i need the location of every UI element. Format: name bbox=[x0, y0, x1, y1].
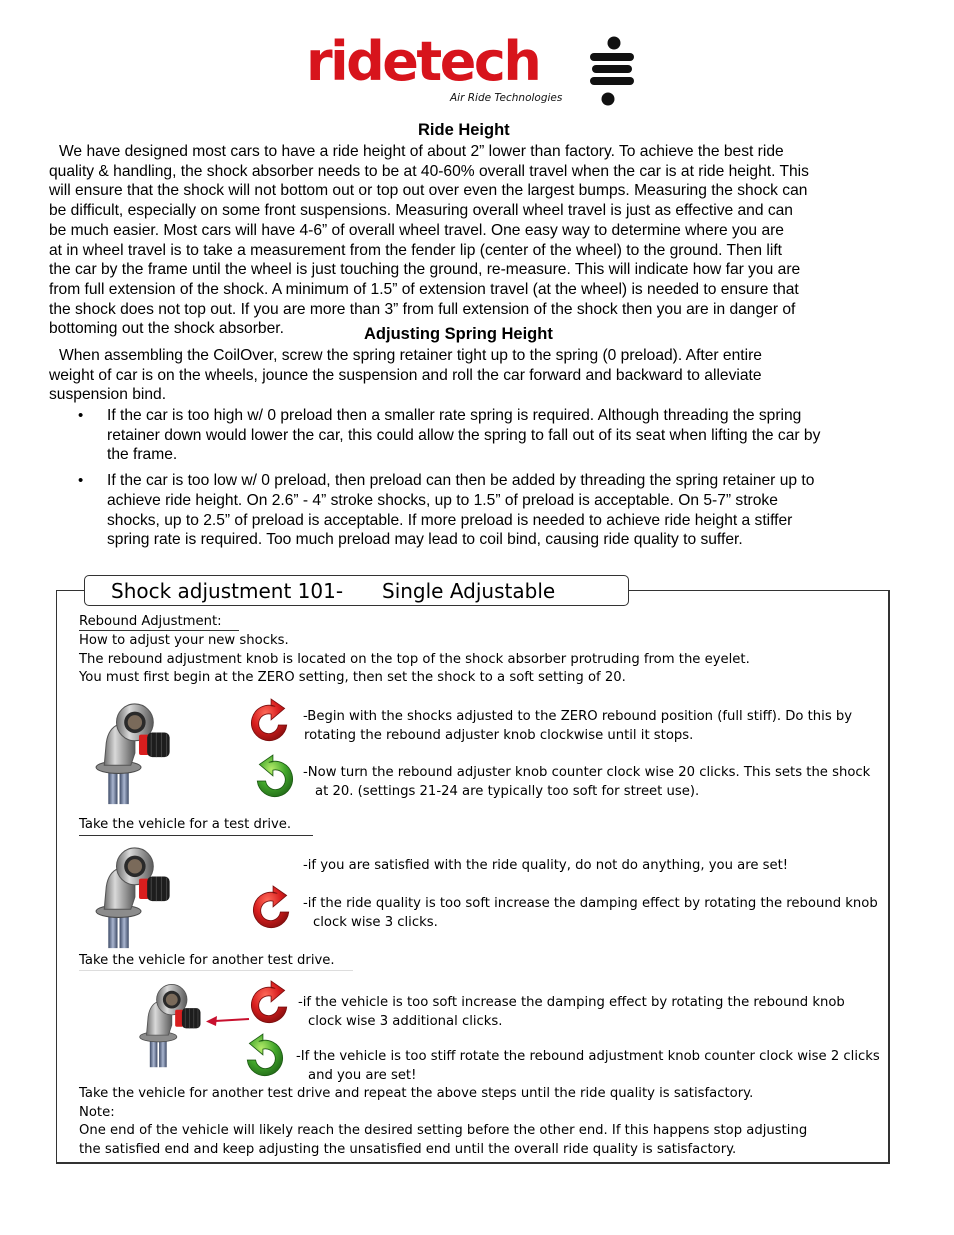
underline bbox=[79, 630, 239, 631]
list-item-line: achieve ride height. On 2.6” - 4” stroke shocks, up to 1.5” of preload is acceptable. On 5-7” stroke bbox=[107, 491, 778, 509]
text-line: -If the vehicle is too stiff rotate the rebound adjustment knob counter clock wise 2 clicks bbox=[296, 1049, 880, 1064]
rebound-heading: Rebound Adjustment: bbox=[79, 614, 222, 629]
list-item-line: retainer down would lower the car, this could allow the spring to fall out of its seat when lifting the car by bbox=[107, 426, 821, 444]
list-item-line: If the car is too high w/ 0 preload then a smaller rate spring is required. Although threading the spring bbox=[107, 407, 802, 424]
paragraph-line: When assembling the CoilOver, screw the spring retainer tight up to the spring (0 preload). After entire bbox=[59, 347, 762, 364]
logo-wordmark: ridetech bbox=[306, 30, 540, 93]
spring-height-title: Adjusting Spring Height bbox=[364, 325, 553, 343]
paragraph-line: at in wheel travel is to take a measurement from the fender lip (center of the wheel) to the ground. Then lift bbox=[49, 241, 783, 259]
intro-text bbox=[79, 632, 750, 688]
paragraph-line: be difficult, especially on some front suspensions. Measuring overall wheel travel is just as effective and can bbox=[49, 202, 793, 220]
list-item bbox=[78, 406, 918, 465]
text-line: One end of the vehicle will likely reach the desired setting before the other end. If this happens stop adjusting bbox=[79, 1123, 808, 1138]
step3-too-soft-text bbox=[298, 994, 845, 1031]
text-line: -if the vehicle is too soft increase the damping effect by rotating the rebound knob bbox=[298, 995, 845, 1010]
shock-eyelet-icon bbox=[138, 980, 214, 1070]
divider bbox=[79, 835, 313, 836]
text-line: and you are set! bbox=[308, 1067, 417, 1083]
list-item bbox=[78, 471, 918, 550]
text-line: at 20. (settings 21-24 are typically too soft for street use). bbox=[315, 783, 700, 799]
list-item-line: If the car is too low w/ 0 preload, then preload can then be added by threading the spring retainer up to bbox=[107, 472, 815, 490]
text-line: Note: bbox=[79, 1104, 115, 1120]
bullet-list bbox=[78, 406, 918, 550]
clockwise-arrow-icon bbox=[244, 698, 294, 748]
step1-counter-text bbox=[303, 764, 870, 801]
text-line: rotating the rebound adjuster knob clockwise until it stops. bbox=[304, 727, 694, 743]
intro-line: You must first begin at the ZERO setting, then set the shock to a soft setting of 20. bbox=[79, 670, 626, 685]
clockwise-arrow-icon bbox=[246, 885, 296, 935]
bullet-marker: • bbox=[78, 407, 84, 424]
frame-top-right bbox=[629, 590, 890, 591]
logo bbox=[300, 32, 660, 110]
counter-clockwise-arrow-icon bbox=[240, 1033, 290, 1083]
text-line: clock wise 3 additional clicks. bbox=[308, 1013, 503, 1029]
paragraph-line: the shock does not top out. If you are more than 3” from full extension of the shock then you are in danger of bbox=[49, 300, 796, 318]
title-right: Single Adjustable bbox=[382, 579, 556, 603]
bullet-marker: • bbox=[78, 472, 84, 490]
paragraph-line: be much easier. Most cars will have 4-6” of overall wheel travel. One easy way to determine where you are bbox=[49, 221, 784, 239]
step2-satisfied-text: -if you are satisfied with the ride quality, do not do anything, you are set! bbox=[303, 858, 789, 873]
text-line: Take the vehicle for another test drive and repeat the above steps until the ride quality is satisfactory. bbox=[79, 1086, 754, 1101]
closing-text bbox=[79, 1085, 807, 1159]
list-item-line: the frame. bbox=[107, 446, 178, 464]
divider bbox=[79, 970, 353, 971]
step1-clockwise-text bbox=[303, 708, 852, 745]
text-line: -if the ride quality is too soft increase the damping effect by rotating the rebound knob bbox=[303, 896, 878, 911]
step3-too-stiff-text bbox=[296, 1048, 880, 1085]
frame-top-left bbox=[56, 590, 84, 591]
logo-tagline: Air Ride Technologies bbox=[450, 92, 563, 104]
title-left: Shock adjustment 101- bbox=[111, 579, 344, 603]
paragraph-line: quality & handling, the shock absorber needs to be at 40-60% overall travel when the car is at ride height. This bbox=[49, 162, 809, 180]
text-line: -Now turn the rebound adjuster knob counter clock wise 20 clicks. This sets the shock bbox=[303, 765, 871, 780]
paragraph-line: suspension bind. bbox=[49, 386, 167, 404]
text-line: clock wise 3 clicks. bbox=[313, 914, 438, 930]
intro-line: The rebound adjustment knob is located on the top of the shock absorber protruding from the eyelet. bbox=[79, 651, 750, 667]
paragraph-line: will ensure that the shock will not bottom out or top out over even the largest bumps. Measuring the shock can bbox=[49, 182, 808, 200]
intro-line: How to adjust your new shocks. bbox=[79, 633, 289, 648]
paragraph-line: We have designed most cars to have a ride height of about 2” lower than factory. To achieve the best ride bbox=[59, 143, 784, 160]
ride-height-body bbox=[49, 142, 909, 339]
step1-footer: Take the vehicle for a test drive. bbox=[79, 817, 292, 832]
ride-height-title: Ride Height bbox=[418, 121, 510, 139]
counter-clockwise-arrow-icon bbox=[250, 754, 300, 804]
shock-box-title bbox=[84, 575, 629, 606]
shock-eyelet-icon bbox=[94, 842, 186, 952]
step2-too-soft-text bbox=[303, 895, 878, 932]
paragraph-line: weight of car is on the wheels, jounce the suspension and roll the car forward and backward to alleviate bbox=[49, 366, 762, 384]
spring-height-intro bbox=[49, 346, 909, 405]
shock-eyelet-icon bbox=[94, 698, 186, 808]
text-line: -Begin with the shocks adjusted to the ZERO rebound position (full stiff). Do this by bbox=[303, 709, 853, 724]
paragraph-line: from full extension of the shock. A minimum of 1.5” of extension travel (at the wheel) is needed to ensure that bbox=[49, 280, 799, 298]
logo-mark-icon bbox=[586, 36, 638, 108]
list-item-line: shocks, up to 2.5” of preload is acceptable. If more preload is needed to achieve ride height a stiffer bbox=[107, 511, 793, 529]
list-item-line: spring rate is required. Too much preload may lead to coil bind, causing ride quality to suffer. bbox=[107, 531, 743, 549]
paragraph-line: the car by the frame until the wheel is just touching the ground, re-measure. This will indicate how far you are bbox=[49, 261, 801, 279]
text-line: the satisfied end and keep adjusting the unsatisfied end until the overall ride quality is satisfactory. bbox=[79, 1141, 737, 1157]
step2-footer: Take the vehicle for another test drive. bbox=[79, 953, 335, 968]
paragraph-line: bottoming out the shock absorber. bbox=[49, 320, 284, 338]
clockwise-arrow-icon bbox=[244, 980, 294, 1030]
